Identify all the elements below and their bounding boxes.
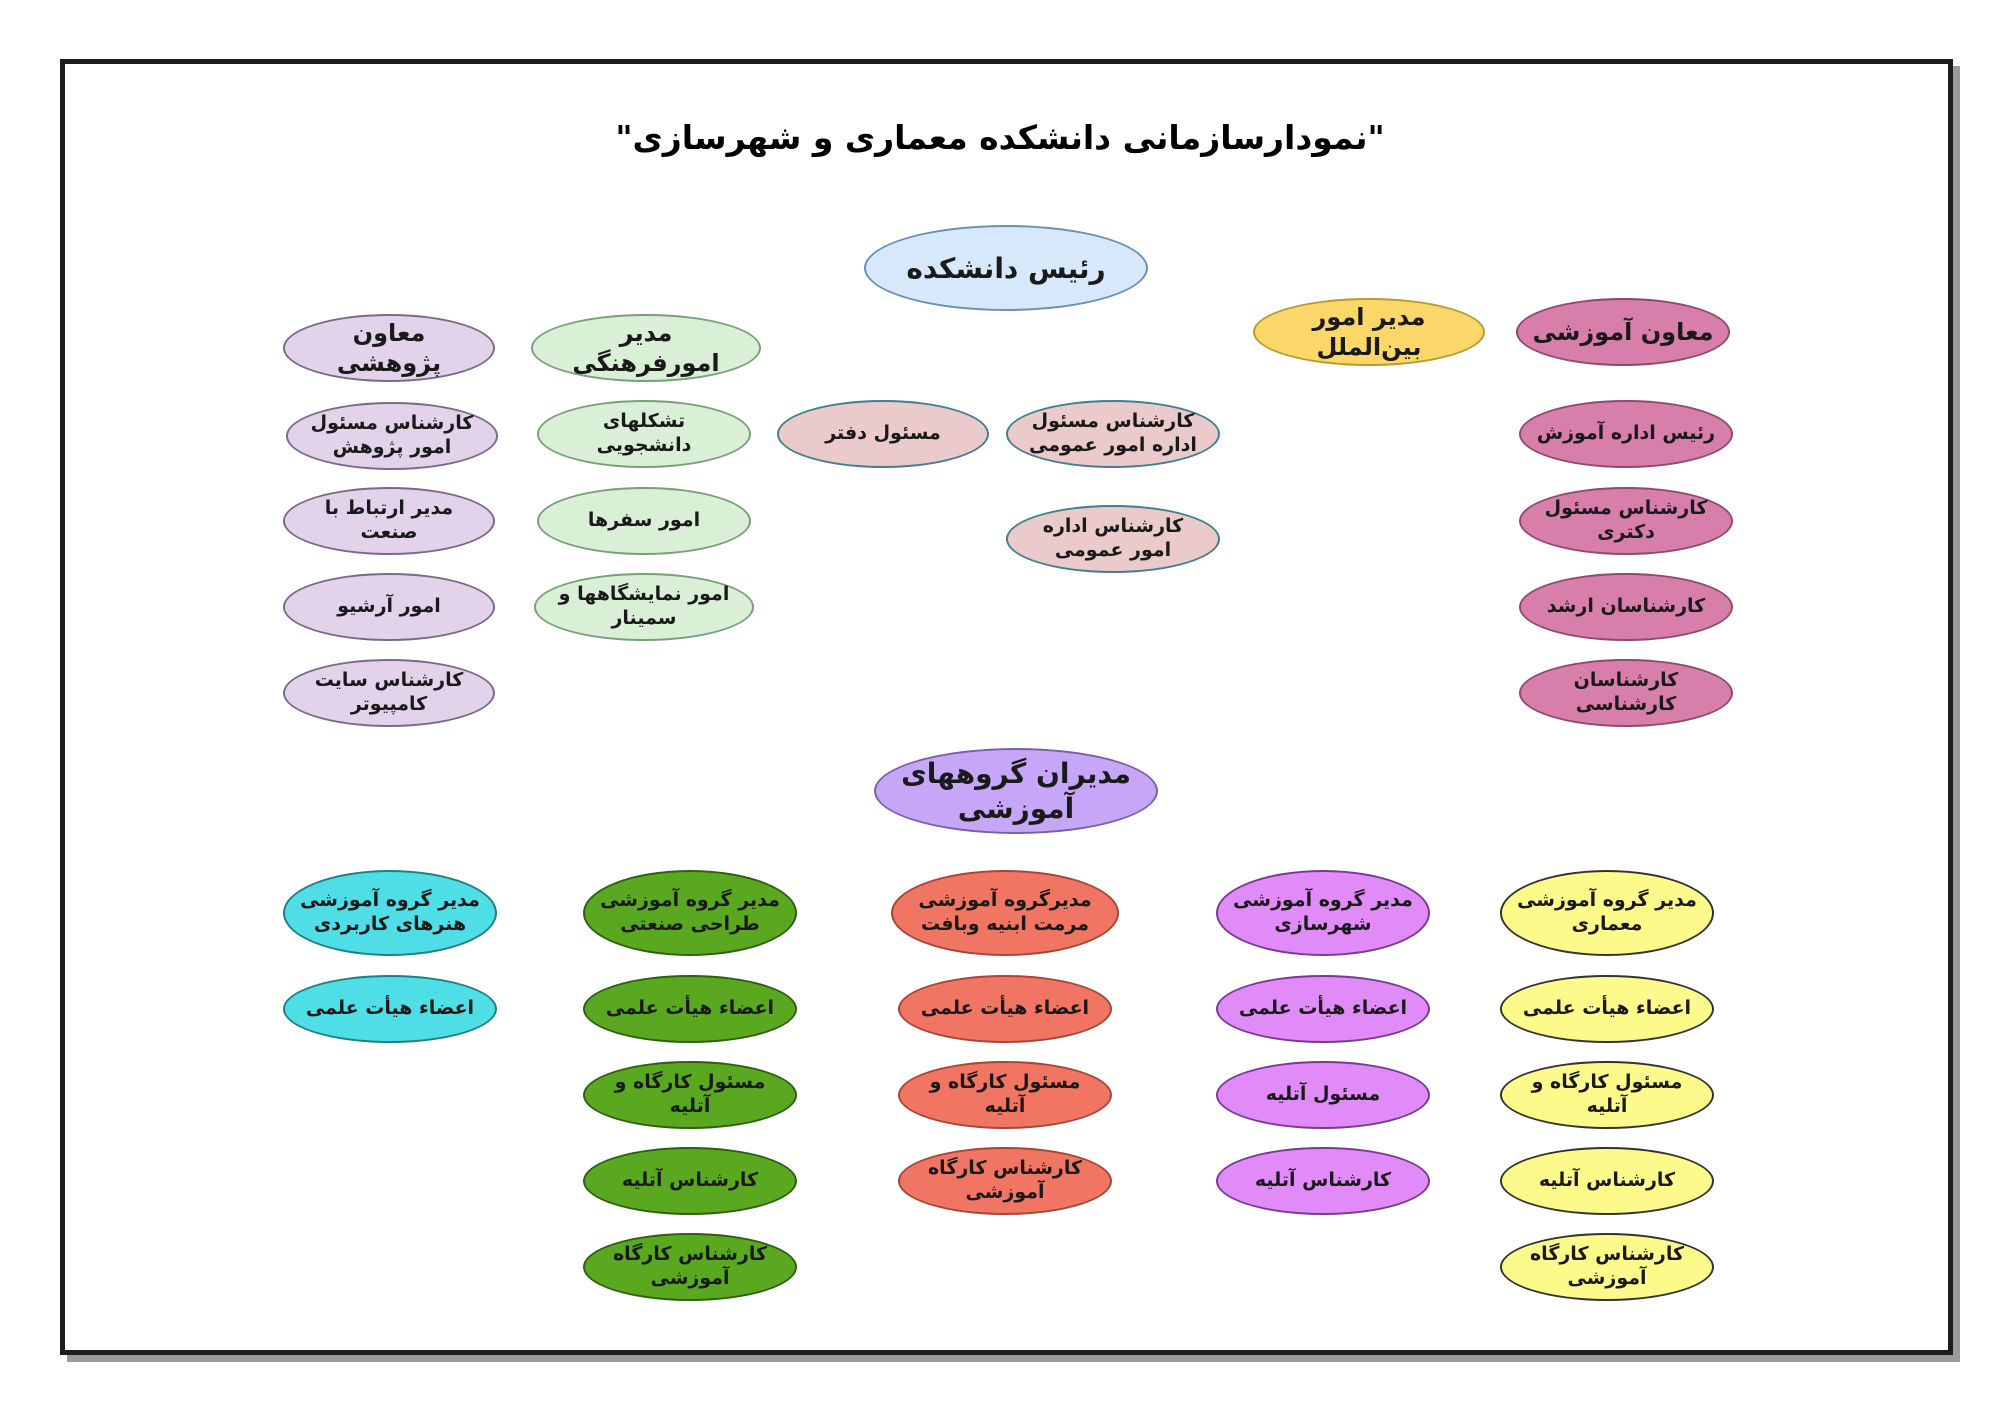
node-industrial-design-studio[interactable] [583,1147,797,1215]
node-label: مدیر ارتباط با صنعت [324,497,454,543]
node-industrial-design-training[interactable] [583,1233,797,1301]
node-industrial-design-manager[interactable] [583,870,797,956]
node-label: رئیس اداره آموزش [1536,422,1716,445]
node-label: مسئول کارگاه و آتلیه [929,1071,1081,1117]
node-label: مدیر امور بین‌الملل [1312,303,1426,361]
node-intl-manager[interactable] [1253,298,1485,366]
node-urbanism-studio-head[interactable] [1216,1061,1430,1129]
node-label: امور آرشیو [337,595,441,618]
node-architecture-studio[interactable] [1500,1147,1714,1215]
node-education-1[interactable] [1519,400,1733,468]
node-applied-arts-manager[interactable] [283,870,497,956]
node-office[interactable] [777,400,989,468]
node-restoration-workshop[interactable] [898,1061,1112,1129]
node-label: کارشناس کارگاه آموزشی [1529,1243,1685,1289]
node-label: کارشناس آتلیه [1254,1169,1392,1192]
node-applied-arts-faculty[interactable] [283,975,497,1043]
node-label: کارشناس مسئول دکتری [1544,497,1708,543]
node-label: مدیر گروه آموزشی طراحی صنعتی [600,889,780,935]
node-label: کارشناسان کارشناسی [1573,669,1679,715]
node-label: مدیر گروه آموزشی معماری [1517,889,1697,935]
node-group-managers[interactable] [874,748,1158,834]
page-title: "نمودارسازمانی دانشکده معماری و شهرسازی" [615,118,1385,157]
node-label: کارشناس آتلیه [1538,1169,1676,1192]
node-research-deputy[interactable] [283,314,495,382]
node-label: کارشناس مسئول اداره امور عمومی [1029,410,1197,456]
node-label: معاون پژوهشی [336,319,442,377]
node-label: رئیس دانشکده [906,251,1106,285]
node-architecture-faculty[interactable] [1500,975,1714,1043]
node-cultural-1[interactable] [537,400,751,468]
node-label: تشکلهای دانشجویی [596,410,692,456]
node-label: اعضاء هیأت علمی [1522,997,1692,1020]
node-label: اعضاء هیأت علمی [605,997,775,1020]
node-label: معاون آموزشی [1532,318,1714,346]
node-label: مدیر گروه آموزشی شهرسازی [1233,889,1413,935]
node-label: امور نمایشگاهها و سمینار [558,583,730,629]
node-research-2[interactable] [283,487,495,555]
node-education-2[interactable] [1519,487,1733,555]
node-label: مدیران گروههای آموزشی [901,757,1131,825]
node-general-affairs-2[interactable] [1006,505,1220,573]
node-cultural-manager[interactable] [531,314,761,382]
node-restoration-faculty[interactable] [898,975,1112,1043]
node-research-4[interactable] [283,659,495,727]
node-architecture-training[interactable] [1500,1233,1714,1301]
node-restoration-training[interactable] [898,1147,1112,1215]
node-label: مسئول کارگاه و آتلیه [1531,1071,1683,1117]
node-urbanism-faculty[interactable] [1216,975,1430,1043]
node-label: مدیر گروه آموزشی هنرهای کاربردی [300,889,480,935]
node-dean[interactable] [864,225,1148,311]
node-urbanism-studio[interactable] [1216,1147,1430,1215]
node-architecture-workshop[interactable] [1500,1061,1714,1129]
node-label: کارشناس اداره امور عمومی [1042,515,1184,561]
node-label: کارشناسان ارشد [1546,595,1706,618]
node-industrial-design-workshop[interactable] [583,1061,797,1129]
node-label: مسئول کارگاه و آتلیه [614,1071,766,1117]
node-label: کارشناس سایت کامپیوتر [314,669,464,715]
node-cultural-2[interactable] [537,487,751,555]
node-education-3[interactable] [1519,573,1733,641]
node-label: کارشناس مسئول امور پژوهش [310,412,474,458]
node-label: مدیرگروه آموزشی مرمت ابنیه وبافت [918,889,1092,935]
node-urbanism-manager[interactable] [1216,870,1430,956]
node-label: کارشناس کارگاه آموزشی [612,1243,768,1289]
node-label: اعضاء هیأت علمی [920,997,1090,1020]
node-architecture-manager[interactable] [1500,870,1714,956]
node-edu-deputy[interactable] [1516,298,1730,366]
node-label: اعضاء هیأت علمی [1238,997,1408,1020]
node-industrial-design-faculty[interactable] [583,975,797,1043]
node-label: مدیر امورفرهنگی [572,319,720,377]
node-education-4[interactable] [1519,659,1733,727]
node-general-affairs-1[interactable] [1006,400,1220,468]
node-cultural-3[interactable] [534,573,754,641]
node-label: کارشناس کارگاه آموزشی [927,1157,1083,1203]
node-label: اعضاء هیأت علمی [305,997,475,1020]
node-restoration-manager[interactable] [891,870,1119,956]
node-research-3[interactable] [283,573,495,641]
node-label: مسئول دفتر [825,422,941,445]
node-label: امور سفرها [587,509,701,532]
node-label: مسئول آتلیه [1265,1083,1381,1106]
node-label: کارشناس آتلیه [621,1169,759,1192]
node-research-1[interactable] [286,402,498,470]
